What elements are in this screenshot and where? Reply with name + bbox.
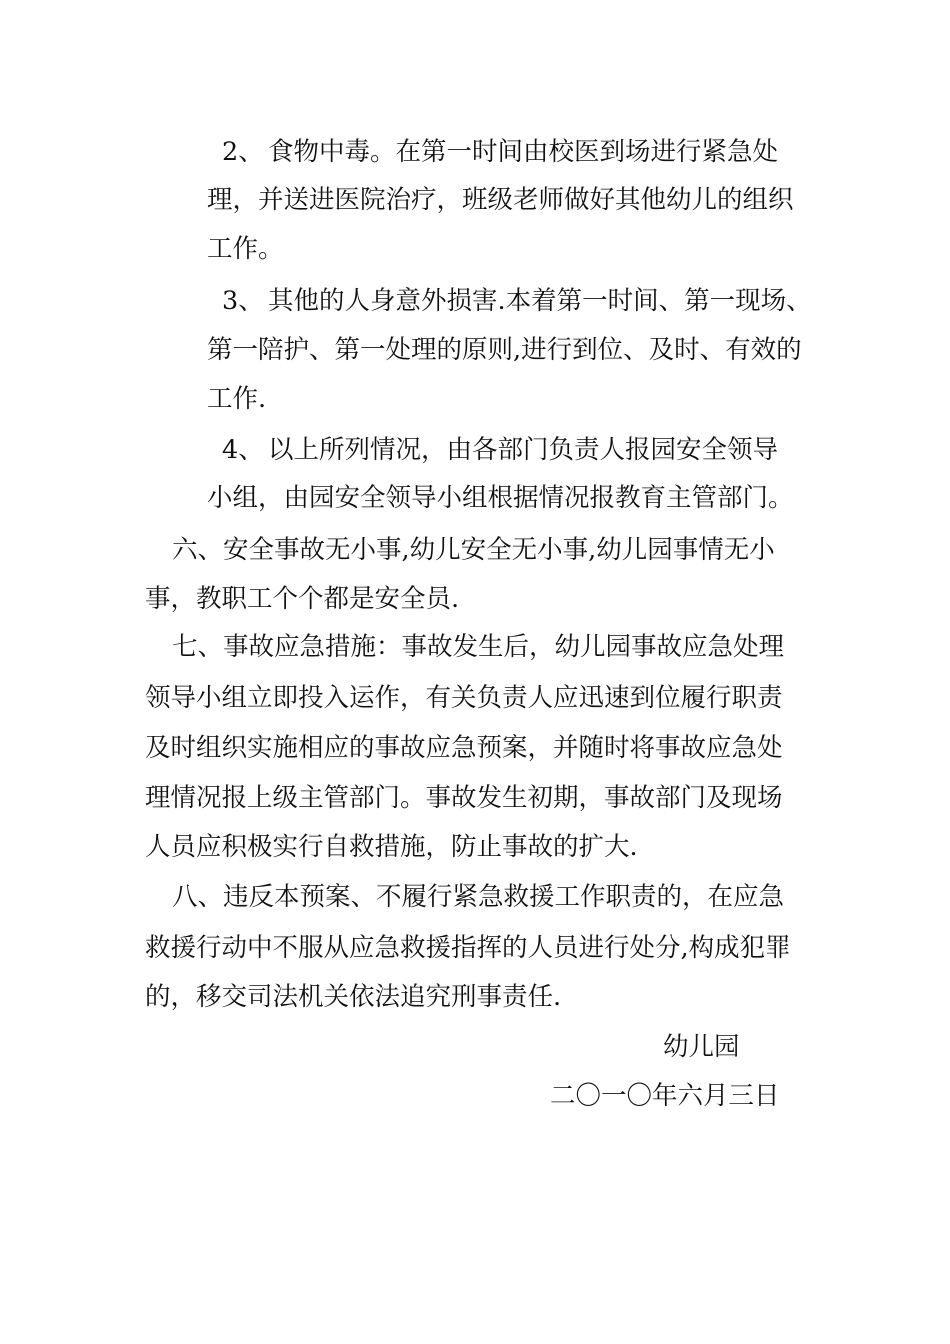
item4-line-2: 小组，由园安全领导小组根据情况报教育主管部门。 — [207, 483, 794, 513]
item3-number: 3、 — [222, 286, 264, 316]
section8-line-2: 救援行动中不服从应急救援指挥的人员进行处分,构成犯罪 — [145, 933, 791, 963]
section6-line-1: 六、安全事故无小事,幼儿安全无小事,幼儿园事情无小 — [172, 535, 775, 565]
item4-number: 4、 — [222, 435, 264, 465]
section6-line-2: 事，教职工个个都是安全员. — [145, 584, 460, 614]
item4-line-1 — [222, 435, 778, 465]
item4-text-1: 以上所列情况，由各部门负责人报园安全领导 — [268, 435, 779, 465]
item2-line-3: 工作。 — [207, 234, 284, 264]
section7-line-2: 领导小组立即投入运作，有关负责人应迅速到位履行职责 — [145, 683, 783, 713]
item2-line-1 — [222, 137, 778, 167]
section8-line-3: 的，移交司法机关依法追究刑事责任. — [145, 982, 562, 1012]
section7-line-4: 理情况报上级主管部门。事故发生初期，事故部门及现场 — [145, 783, 783, 813]
item3-text-1: 其他的人身意外损害.本着第一时间、第一现场、 — [268, 286, 812, 316]
section7-line-3: 及时组织实施相应的事故应急预案，并随时将事故应急处 — [145, 733, 783, 763]
item3-line-3: 工作. — [207, 384, 267, 414]
item3-line-2: 第一陪护、第一处理的原则,进行到位、及时、有效的 — [207, 335, 802, 365]
signature-org: 幼儿园 — [663, 1032, 740, 1062]
item2-line-2: 理，并送进医院治疗，班级老师做好其他幼儿的组织 — [207, 185, 794, 215]
section7-line-5: 人员应积极实行自救措施，防止事故的扩大. — [145, 832, 638, 862]
signature-date: 二〇一〇年六月三日 — [550, 1081, 780, 1111]
item2-number: 2、 — [222, 137, 264, 167]
item3-line-1 — [222, 286, 812, 316]
section8-line-1: 八、违反本预案、不履行紧急救援工作职责的，在应急 — [172, 882, 785, 912]
section7-line-1: 七、事故应急措施：事故发生后，幼儿园事故应急处理 — [172, 632, 785, 662]
item2-text-1: 食物中毒。在第一时间由校医到场进行紧急处 — [268, 137, 779, 167]
